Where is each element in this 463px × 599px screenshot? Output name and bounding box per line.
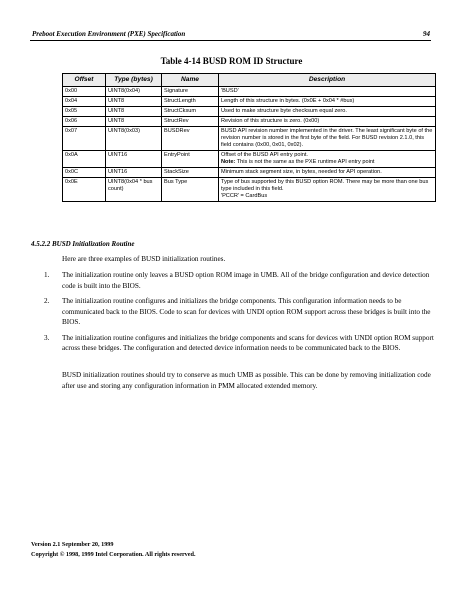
- list-item: [44, 296, 438, 328]
- cell-description: Minimum stack segment size, in bytes, needed for API operation.: [219, 168, 436, 178]
- list-number: 3.: [44, 333, 50, 342]
- cell-type: UINT8: [106, 107, 162, 117]
- cell-name: BUSDRev: [162, 127, 219, 151]
- description-text: Type of bus supported by this BUSD option ROM. There may be more than one bus type included in this field.: [221, 179, 429, 193]
- cell-description: 'BUSD': [219, 87, 436, 97]
- page-footer: [31, 540, 196, 560]
- document-title: Preboot Execution Environment (PXE) Specification: [32, 30, 186, 38]
- version-line: Version 2.1 September 20, 1999: [31, 541, 114, 548]
- cell-description: [219, 178, 436, 202]
- cell-description: Revision of this structure is zero. (0x00): [219, 117, 436, 127]
- table-caption: Table 4-14 BUSD ROM ID Structure: [160, 56, 303, 66]
- cell-name: Bus Type: [162, 178, 219, 202]
- cell-type: UINT16: [106, 168, 162, 178]
- cell-description: [219, 151, 436, 168]
- table-row: [63, 168, 436, 178]
- cell-type: UINT16: [106, 151, 162, 168]
- cell-type: UINT8: [106, 97, 162, 107]
- closing-paragraph: BUSD initialization routines should try to conserve as much UMB as possible. This can be done by removing initialization code after use and storing any configuration information in PMM allocated extended memory.: [62, 371, 431, 390]
- cell-offset: 0x05: [63, 107, 106, 117]
- table-row: [63, 107, 436, 117]
- column-header-description: Description: [219, 74, 436, 87]
- copyright-line: Copyright © 1998, 1999 Intel Corporation. All rights reserved.: [31, 551, 196, 558]
- section-heading: 4.5.2.2 BUSD Initialization Routine: [31, 240, 135, 248]
- cell-type: UINT8(0x04): [106, 87, 162, 97]
- column-header-offset: Offset: [63, 74, 106, 87]
- cell-name: StructLength: [162, 97, 219, 107]
- list-item: [44, 333, 438, 354]
- description-text: Offset of the BUSD API entry point.: [221, 152, 308, 159]
- list-item: [44, 270, 438, 291]
- table-row: [63, 151, 436, 168]
- cell-description: Length of this structure in bytes. (0x0E + 0x04 * #bus): [219, 97, 436, 107]
- note-label: Note:: [221, 159, 236, 166]
- cell-offset: 0x0A: [63, 151, 106, 168]
- cell-offset: 0x06: [63, 117, 106, 127]
- column-header-name: Name: [162, 74, 219, 87]
- cell-name: EntryPoint: [162, 151, 219, 168]
- cell-type: UINT8: [106, 117, 162, 127]
- cell-offset: 0x0C: [63, 168, 106, 178]
- table-row: [63, 178, 436, 202]
- table-row: [63, 87, 436, 97]
- cell-description: BUSD API revision number implemented in the driver. The least significant byte of the revision number is stored in the first byte of the field. For BUSD revision 2.1.0, this field contains (0x00, 0x01, 0x02).: [219, 127, 436, 151]
- section-intro: Here are three examples of BUSD initialization routines.: [62, 255, 226, 263]
- table-row: [63, 117, 436, 127]
- list-item-text: The initialization routine configures and initializes the bridge components and scans for devices with UNDI option ROM support across these bridges. The configuration and detected device information needs to be communicated back to the BIOS.: [62, 333, 434, 352]
- list-number: 1.: [44, 271, 50, 279]
- cell-type: UINT8(0x04 * bus count): [106, 178, 162, 202]
- list-number: 2.: [44, 297, 50, 305]
- cell-name: StackSize: [162, 168, 219, 178]
- page-header: [32, 30, 430, 38]
- column-header-type: Type (bytes): [106, 74, 162, 87]
- table-row: [63, 127, 436, 151]
- cell-offset: 0x04: [63, 97, 106, 107]
- cell-type: UINT8(0x03): [106, 127, 162, 151]
- cell-offset: 0x00: [63, 87, 106, 97]
- description-extra: 'PCCR' = CardBus: [221, 193, 268, 200]
- cell-name: Signature: [162, 87, 219, 97]
- page-number: 94: [423, 30, 430, 38]
- cell-offset: 0x07: [63, 127, 106, 151]
- note-text: This is not the same as the PXE runtime API entry point: [236, 159, 375, 166]
- header-divider: [30, 40, 431, 41]
- table-header-row: [63, 74, 436, 87]
- cell-description: Used to make structure byte checksum equal zero.: [219, 107, 436, 117]
- busd-rom-id-table: [62, 73, 436, 202]
- cell-name: StructRev: [162, 117, 219, 127]
- list-item-text: The initialization routine only leaves a BUSD option ROM image in UMB. All of the bridge configuration and device detection code is built into the BIOS.: [62, 271, 430, 290]
- list-item-text: The initialization routine configures and initializes the bridge components. This configuration information needs to be communicated back to the BIOS. Code to scan for devices with UNDI option ROM support across these bridges is built into the BIOS.: [62, 297, 431, 326]
- initialization-examples-list: [44, 270, 438, 359]
- cell-name: StructCksum: [162, 107, 219, 117]
- table-row: [63, 97, 436, 107]
- cell-offset: 0x0E: [63, 178, 106, 202]
